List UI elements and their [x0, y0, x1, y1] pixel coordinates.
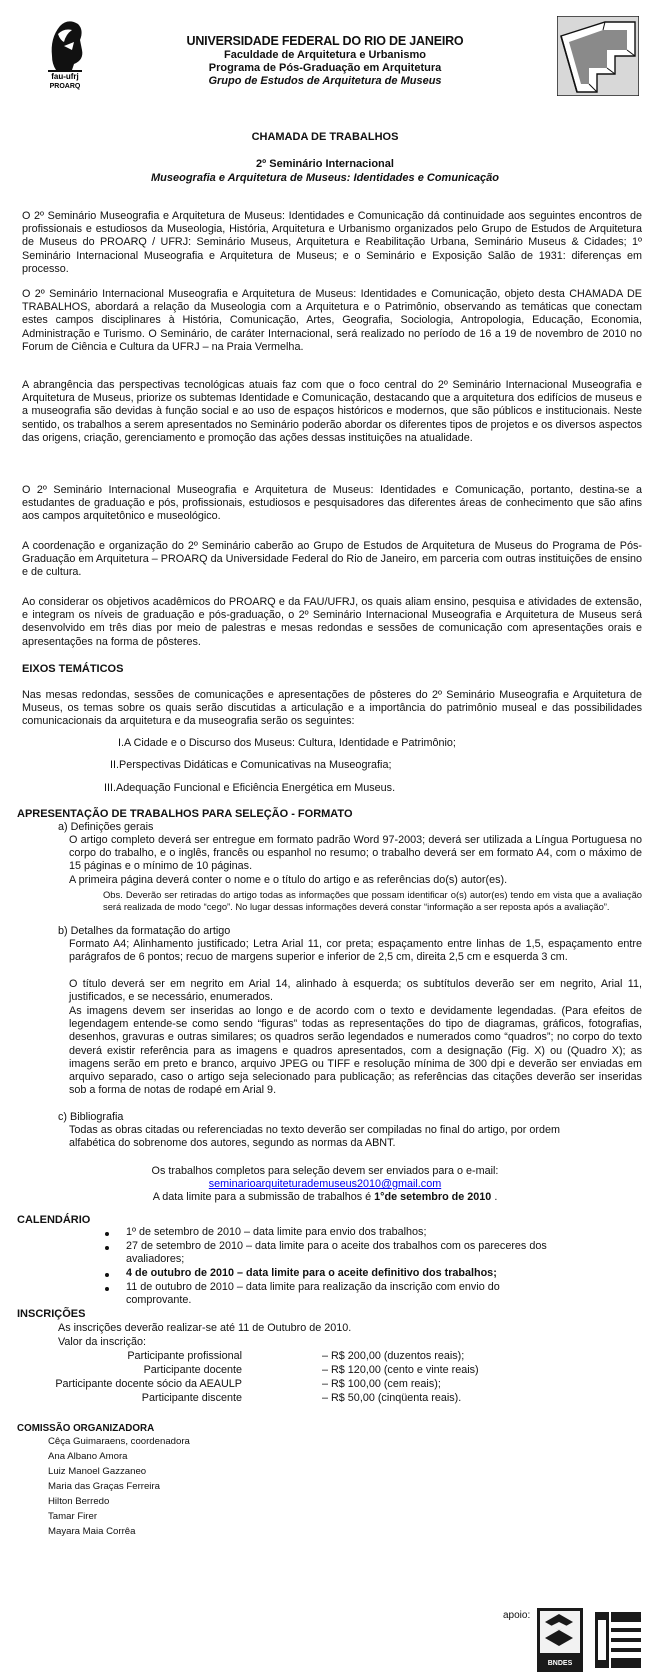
fee-label-discente: Participante discente [141, 1392, 242, 1404]
seminar-title: 2º Seminário Internacional [256, 158, 394, 170]
program-name: Programa de Pós-Graduação em Arquitetura [208, 62, 442, 74]
formato-b-title: b) Detalhes da formatação do artigo [58, 925, 231, 937]
intro-paragraph-2: O 2º Seminário Internacional Museografia e Arquitetura de Museus: Identidades e Comunicação, objeto desta CHAMADA DE TRABALHOS, abordará a relação da Museologia com a Arquitetura e o Patrimônio, observando as temáticas que conectam estes campos disciplinares à História, Comunicação, Artes, Geografia, Sociologia, Antropologia, Educação, Economia, Administração e Turismo. O Seminário, de caráter Internacional, será realizado no período de 16 a 19 de novembro de 2010 no Forum de Ciência e Cultura da UFRJ – na Praia Vermelha. [22, 288, 642, 353]
inscricoes-heading: INSCRIÇÕES [17, 1308, 86, 1320]
fau-ufrj-logo [44, 16, 86, 90]
bndes-sponsor-logo [537, 1608, 583, 1672]
intro-paragraph-4: O 2º Seminário Internacional Museografia e Arquitetura de Museus: Identidades e Comunicação, portanto, destina-se a estudantes de graduação e pós, profissionais, estudiosos e pesquisadores das diferentes áreas de conhecimento que são afins aos campos arquitetônico e museológico. [22, 484, 642, 523]
eixo-item-1: I.A Cidade e o Discurso dos Museus: Cultura, Identidade e Patrimônio; [118, 737, 456, 749]
send-instructions: Os trabalhos completos para seleção devem ser enviados para o e-mail: [151, 1165, 499, 1177]
intro-paragraph-5: A coordenação e organização do 2º Seminário caberão ao Grupo de Estudos de Arquitetura de Museus do Programa de Pós-Graduação em Arquitetura – PROARQ da Universidade Federal do Rio de Janeiro, em parceria com outras instituições de ensino e de cultura. [22, 540, 642, 579]
formato-a-title: a) Definições gerais [58, 821, 154, 833]
calendar-item-2: 27 de setembro de 2010 – data limite para o aceite dos trabalhos com os pareceres dos avaliadores; [126, 1240, 547, 1266]
fee-value-discente: – R$ 50,00 (cinqüenta reais). [322, 1392, 462, 1404]
intro-paragraph-3: A abrangência das perspectivas tecnológicas atuais faz com que o foco central do 2º Seminário Internacional Museografia e Arquitetura de Museus, priorize os subtemas Identidade e Comunicação, destacando que a arquitetura dos edifícios de museus e a museografia são devidas à função social e ao uso de espaços históricos e modernos, que são públicos e institucionais. Neste sentido, os trabalhos a serem apresentados no Seminário poderão abordar os diferentes tipos de projetos e os diversos aspectos das origens, criação, gerenciamento e promoção das ações dessas instituições na atualidade. [22, 379, 642, 444]
committee-member: Hilton Berredo [48, 1496, 110, 1507]
committee-member: Ana Albano Amora [48, 1451, 128, 1462]
deadline-end: . [494, 1191, 498, 1203]
bullet-icon [105, 1287, 109, 1291]
deadline-text: A data limite para a submissão de trabalhos é [152, 1191, 372, 1203]
fee-label-profissional: Participante profissional [127, 1350, 242, 1362]
email-line [0, 1178, 650, 1190]
apoio-label: apoio: [503, 1610, 531, 1621]
sponsor-logo-text: BNDES [547, 1660, 573, 1667]
eixos-heading: EIXOS TEMÁTICOS [22, 663, 124, 675]
comissao-heading: COMISSÃO ORGANIZADORA [17, 1423, 155, 1434]
calendar-item-4: 11 de outubro de 2010 – data limite para realização da inscrição com envio do comprovante. [126, 1281, 500, 1307]
deadline-line [0, 1191, 650, 1203]
call-title: CHAMADA DE TRABALHOS [251, 131, 399, 143]
committee-member: Mayara Maia Corrêa [48, 1526, 136, 1537]
intro-paragraph-6: Ao considerar os objetivos acadêmicos do PROARQ e da FAU/UFRJ, os quais aliam ensino, pesquisa e atividades de extensão, e integram os níveis de graduação e pós-graduação, o 2º Seminário Internacional Museografia e Arquitetura de Museus será desenvolvido em três dias por meio de palestras e mesas redondas e sessões de comunicação com apresentações orais e apresentações na forma de pôsteres. [22, 596, 642, 648]
calendar-item-3: 4 de outubro de 2010 – data limite para o aceite definitivo dos trabalhos; [126, 1267, 497, 1279]
university-name: UNIVERSIDADE FEDERAL DO RIO DE JANEIRO [186, 34, 464, 48]
bullet-icon [105, 1273, 109, 1277]
fee-label-socio: Participante docente sócio da AEAULP [55, 1378, 242, 1390]
formato-a-obs: Obs. Deverão ser retiradas do artigo todas as informações que possam identificar o(s) autor(es) tendo em vista que a avaliação será realizada de modo “cego”. No lugar dessas informações deverá constar “informação a ser reposta após a avaliação”. [103, 889, 642, 912]
committee-member: Maria das Graças Ferreira [48, 1481, 160, 1492]
bullet-icon [105, 1232, 109, 1236]
formato-c-p1: Todas as obras citadas ou referenciadas no texto deverão ser compiladas no final do artigo, por ordem alfabética do sobrenome dos autores, segundo as normas da ABNT. [69, 1124, 560, 1150]
fee-value-socio: – R$ 100,00 (cem reais); [322, 1378, 441, 1390]
formato-heading: APRESENTAÇÃO DE TRABALHOS PARA SELEÇÃO - FORMATO [17, 808, 353, 820]
bullet-icon [105, 1246, 109, 1250]
formato-a-p1: O artigo completo deverá ser entregue em formato padrão Word 97-2003; deverá ser utilizada a Língua Portuguesa no corpo do trabalho, e o inglês, francês ou espanhol no resumo; o trabalho deverá ser em formato A4, com o máximo de 15 páginas e o mínimo de 10 páginas. [69, 834, 642, 873]
committee-member: Cêça Guimaraens, coordenadora [48, 1436, 190, 1447]
formato-b-p2: O título deverá ser em negrito em Arial 14, alinhado à esquerda; os subtítulos deverão ser em negrito, Arial 11, justificados, e se necessário, enumerados. [69, 978, 642, 1004]
calendar-item-1: 1º de setembro de 2010 – data limite para envio dos trabalhos; [126, 1226, 427, 1238]
eixo-item-3: III.Adequação Funcional e Eficiência Energética em Museus. [104, 782, 396, 794]
letterhead [0, 0, 650, 100]
email-link[interactable]: seminarioarquiteturademuseus2010@gmail.com [208, 1178, 442, 1190]
seminar-subtitle: Museografia e Arquitetura de Museus: Identidades e Comunicação [151, 172, 499, 184]
eixo-item-2: II.Perspectivas Didáticas e Comunicativas na Museografia; [110, 759, 392, 771]
proarq-logo-text: PROARQ [49, 83, 81, 90]
intro-paragraph-1: O 2º Seminário Museografia e Arquitetura de Museus: Identidades e Comunicação dá continuidade aos seguintes encontros de profissionais e estudiosos da Museologia, História, Arquitetura e Urbanismo organizados pelo Grupo de Estudos de Arquitetura de Museus do PROARQ / UFRJ: Seminário Museus, Arquitetura e Reabilitação Urbana, Seminário Museus & Cidades; 1º Seminário Internacional Museografia e Arquitetura de Museus; e o Seminário e Exposição Salão de 1931: diferenças em processo. [22, 210, 642, 275]
fee-value-docente: – R$ 120,00 (cento e vinte reais) [322, 1364, 479, 1376]
inscricoes-valor-label: Valor da inscrição: [58, 1336, 147, 1348]
formato-b-p1: Formato A4; Alinhamento justificado; Letra Arial 11, cor preta; espaçamento entre linhas de 1,5, espaçamento entre parágrafos de 6 pontos; recuo de margens superior e inferior de 2,5 cm, direita 2,5 cm e esquerda 3 cm. [69, 938, 642, 964]
committee-member: Luiz Manoel Gazzaneo [48, 1466, 147, 1477]
inscricoes-deadline: As inscrições deverão realizar-se até 11 de Outubro de 2010. [58, 1322, 352, 1334]
committee-member: Tamar Firer [48, 1511, 98, 1522]
formato-c-title: c) Bibliografia [58, 1111, 124, 1123]
museum-architecture-logo [557, 16, 639, 96]
fee-value-profissional: – R$ 200,00 (duzentos reais); [322, 1350, 465, 1362]
fee-label-docente: Participante docente [143, 1364, 242, 1376]
deadline-date: 1°de setembro de 2010 [374, 1191, 492, 1203]
eixos-intro: Nas mesas redondas, sessões de comunicações e apresentações de pôsteres do 2º Seminário Museografia e Arquitetura de Museus, os temas sobre os quais serão discutidas a articulação e a importância do patrimônio museal e das possibilidades comunicacionais da arquitetura e da museografia serão os seguintes: [22, 689, 642, 728]
formato-b-p3: As imagens devem ser inseridas ao longo e de acordo com o texto e devidamente legendadas. (Para efeitos de legendagem entende-se como sendo “figuras” todas as representações do tipo de diagramas, gráficos, fotografias, desenhos, gravuras e outras similares; os quadros serão legendados e numerados como “quadros”; no corpo do texto deverá existir referência para as imagens e quadros apresentados, com a designação (Fig. X) ou (Quadro X); as imagens serão em preto e branco, arquivo JPEG ou TIFF e resolução mínima de 300 dpi e deverão ser enviadas em arquivo separado, caso o artigo seja selecionado para publicação; as referências das citações deverão ser inseridas sob a forma de notas de rodapé em Arial 9. [69, 1005, 642, 1097]
architecture-sponsor-logo [593, 1608, 643, 1672]
group-name: Grupo de Estudos de Arquitetura de Museus [208, 75, 442, 87]
fau-ufrj-logo-text: fau-ufrj [51, 72, 79, 81]
faculty-name: Faculdade de Arquitetura e Urbanismo [224, 49, 426, 61]
calendario-heading: CALENDÁRIO [17, 1214, 91, 1226]
formato-a-p2: A primeira página deverá conter o nome e o título do artigo e as referências do(s) autor(es). [69, 874, 508, 886]
